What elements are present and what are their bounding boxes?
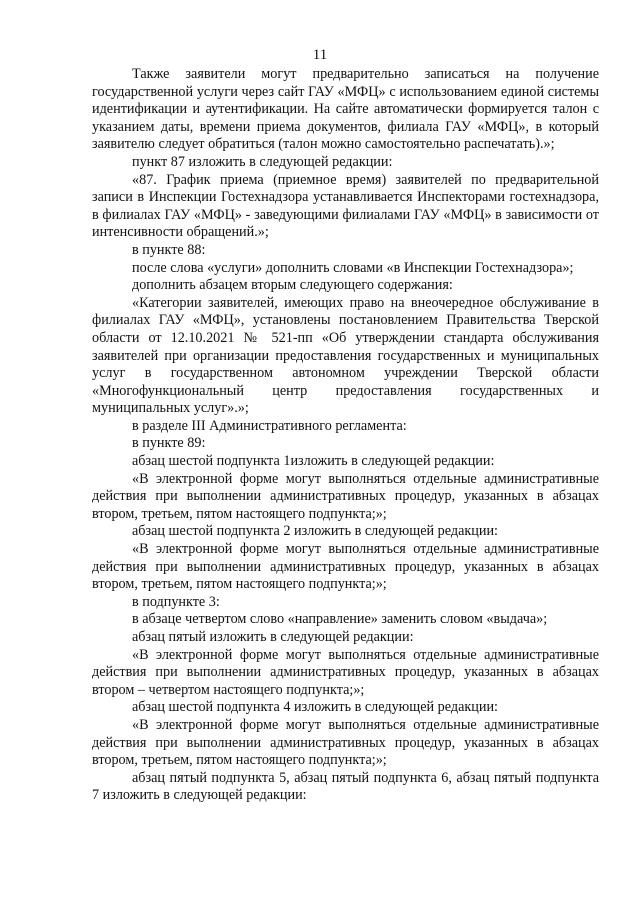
paragraph-online-appointment: Также заявители могут предварительно записаться на получение государственной услуги через сайт ГАУ «МФЦ» с использованием единой системы идентификации и аутентификации. На сайте автоматически формируется талон с указанием даты, времени приема документов, филиала ГАУ «МФЦ», в который заявителю следует обратиться (талон можно самостоятельно распечатать).»; bbox=[92, 66, 599, 153]
paragraph-subitems-5-7-instruction: абзац пятый подпункта 5, абзац пятый подпункта 6, абзац пятый подпункта 7 изложить в следующей редакции: bbox=[92, 769, 599, 804]
paragraph-subitem-3-replace: в абзаце четвертом слово «направление» заменить словом «выдача»; bbox=[132, 611, 548, 628]
paragraph-subitem-3-fifth-instruction: абзац пятый изложить в следующей редакции: bbox=[132, 629, 414, 645]
document-body bbox=[92, 66, 599, 805]
paragraph-item-87-instruction: пункт 87 изложить в следующей редакции: bbox=[132, 153, 393, 170]
page-number: 11 bbox=[312, 47, 328, 63]
paragraph-subitem-3-fifth-text: «В электронной форме могут выполняться отдельные административные действия при выполнении административных процедур, указанных в абзацах втором – четвертом настоящего подпункта;»; bbox=[92, 646, 599, 698]
paragraph-item-88-second-abzac: дополнить абзацем вторым следующего содержания: bbox=[132, 277, 453, 294]
paragraph-subitem-4-text: «В электронной форме могут выполняться отдельные административные действия при выполнении административных процедур, указанных в абзацах втором, третьем, пятом настоящего подпункта;»; bbox=[92, 716, 599, 769]
paragraph-item-87-text: «87. График приема (приемное время) заявителей по предварительной записи в Инспекции Гостехнадзора устанавливается Инспекторами гостехнадзора, в филиалах ГАУ «МФЦ» - заведующими филиалами ГАУ «МФЦ» в зависимости от интенсивности обращений.»; bbox=[92, 171, 599, 241]
paragraph-item-89-intro: в пункте 89: bbox=[132, 435, 206, 452]
paragraph-item-88-addition: после слова «услуги» дополнить словами «в Инспекции Гостехнадзора»; bbox=[132, 259, 574, 276]
paragraph-section-iii: в разделе III Административного регламента: bbox=[132, 417, 407, 434]
paragraph-subitem-2-text: «В электронной форме могут выполняться отдельные административные действия при выполнении административных процедур, указанных в абзацах втором, третьем, пятом настоящего подпункта;»; bbox=[92, 541, 599, 593]
paragraph-subitem-2-instruction: абзац шестой подпункта 2 изложить в следующей редакции: bbox=[132, 523, 498, 540]
paragraph-categories-of-applicants: «Категории заявителей, имеющих право на внеочередное обслуживание в филиалах ГАУ «МФЦ», установлены постановлением Правительства Тверской области от 12.10.2021 № 521-пп «Об утверждении стандарта обслуживания заявителей при организации предоставления государственных и муниципальных услуг в государственном автономном учреждении Тверской области «Многофункциональный центр предоставления государственных и муниципальных услуг».»; bbox=[92, 294, 599, 417]
paragraph-item-88-intro: в пункте 88: bbox=[132, 241, 206, 258]
paragraph-subitem-1-text: «В электронной форме могут выполняться отдельные административные действия при выполнении административных процедур, указанных в абзацах втором, третьем, пятом настоящего подпункта;»; bbox=[92, 470, 599, 522]
paragraph-subitem-4-instruction: абзац шестой подпункта 4 изложить в следующей редакции: bbox=[132, 699, 498, 716]
paragraph-subitem-3-intro: в подпункте 3: bbox=[132, 593, 220, 610]
paragraph-subitem-1-instruction: абзац шестой подпункта 1изложить в следующей редакции: bbox=[132, 453, 495, 470]
